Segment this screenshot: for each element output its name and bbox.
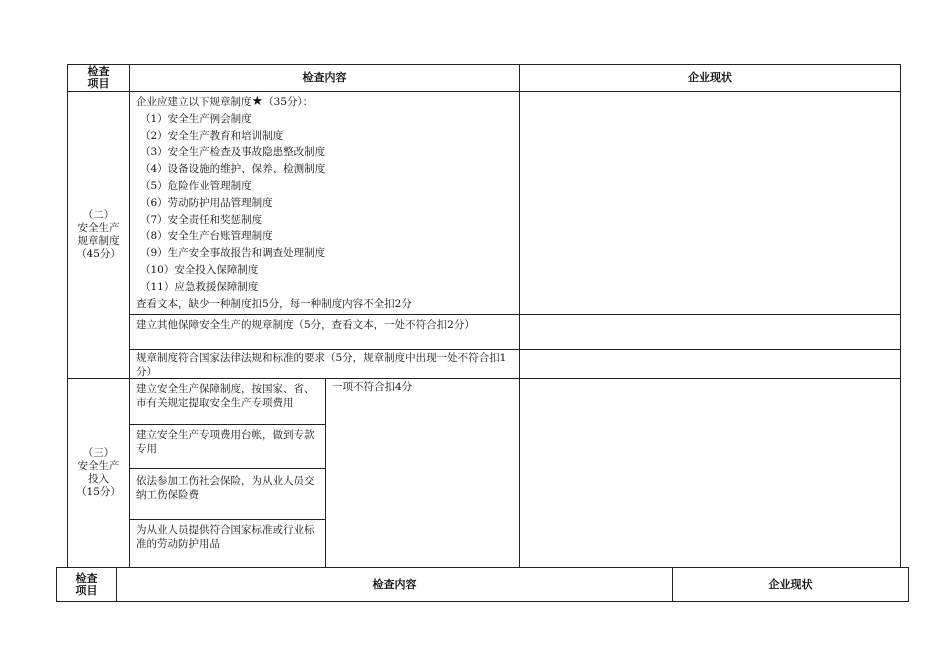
section3-row-text: 为从业人员提供符合国家标准或行业标准的劳动防护用品 <box>136 524 315 550</box>
section3-row-text: 建立安全生产专项费用台帐，做到专款专用 <box>136 429 315 455</box>
section2-status-row3 <box>519 349 901 379</box>
rule-item: （1）安全生产例会制度 <box>140 112 252 125</box>
header-content-text: 检查内容 <box>302 71 347 84</box>
header-status-text: 企业现状 <box>688 71 732 84</box>
rule-item: （6）劳动防护用品管理制度 <box>140 196 273 209</box>
table2-header-item-text: 检查项目 <box>75 571 98 597</box>
section3-label-line: （15分） <box>76 486 121 498</box>
rules-intro-suffix: （35分）： <box>263 96 314 108</box>
rule-item: （3）安全生产检查及事故隐患整改制度 <box>140 146 326 159</box>
rule-item: （10）安全投入保障制度 <box>140 263 259 276</box>
rule-item: （9）生产安全事故报告和调查处理制度 <box>140 247 326 260</box>
section3-row-text: 依法参加工伤社会保险，为从业人员交纳工伤保险费 <box>136 475 315 501</box>
section2-label-line: 规章制度 <box>77 235 120 247</box>
rule-item: （7）安全责任和奖惩制度 <box>140 213 263 226</box>
rule-item: （8）安全生产台账管理制度 <box>140 230 273 243</box>
rule-item: （11）应急救援保障制度 <box>140 280 259 293</box>
section2-status-main <box>519 91 901 315</box>
rule-item: （5）危险作业管理制度 <box>140 179 252 192</box>
header-item-column <box>67 64 130 92</box>
section3-label-line: 安全生产 <box>77 460 120 472</box>
rules-intro: 企业应建立以下规章制度 <box>136 96 252 108</box>
section2-status-row2 <box>519 314 901 350</box>
rule-item: （2）安全生产教育和培训制度 <box>140 129 284 142</box>
header-item-text: 检查项目 <box>87 65 110 90</box>
section3-label-line: （三） <box>82 447 115 459</box>
section2-label <box>76 209 121 261</box>
section2-label-line: （二） <box>82 209 115 221</box>
rules-intro-line <box>136 94 513 111</box>
table2-header-content-column <box>116 567 673 602</box>
section3-deduction: 一项不符合扣4分 <box>332 381 413 393</box>
section2-content-row2 <box>129 314 520 350</box>
section3-row3 <box>129 468 326 520</box>
table2-header-status-text: 企业现状 <box>768 577 813 591</box>
section3-row1 <box>129 378 326 425</box>
section3-row-text: 建立安全生产保障制度，按国家、省、市有关规定提取安全生产专项费用 <box>136 383 315 409</box>
compliance-text: 规章制度符合国家法律法规和标准的要求（5分，规章制度中出现一处不符合扣1分） <box>136 352 507 378</box>
section3-row4 <box>129 519 326 568</box>
section3-row2 <box>129 424 326 469</box>
other-rules-text: 建立其他保障安全生产的规章制度（5分，查看文本，一处不符合扣2分） <box>136 319 475 331</box>
section2-content-main <box>129 91 520 315</box>
section3-label <box>76 447 121 499</box>
section3-label-cell <box>67 378 130 568</box>
table2-header-status-column <box>672 567 909 602</box>
rule-item: （4）设备设施的维护、保养、检测制度 <box>140 163 326 176</box>
section3-status-cell <box>519 378 901 568</box>
section2-content-row3 <box>129 349 520 379</box>
table2-header-content-text: 检查内容 <box>372 577 417 591</box>
header-status-column <box>519 64 901 92</box>
section2-label-cell <box>67 91 130 379</box>
section2-label-line: 安全生产 <box>77 222 120 234</box>
section2-label-line: （45分） <box>76 248 121 260</box>
section3-deduction-cell <box>325 378 520 568</box>
check-note: 查看文本，缺少一种制度扣5分，每一种制度内容不全扣2分 <box>136 297 412 310</box>
section3-label-line: 投入 <box>88 473 109 485</box>
header-content-column <box>129 64 520 92</box>
table2-header-item-column <box>56 567 117 602</box>
star-icon: ★ <box>251 94 264 109</box>
